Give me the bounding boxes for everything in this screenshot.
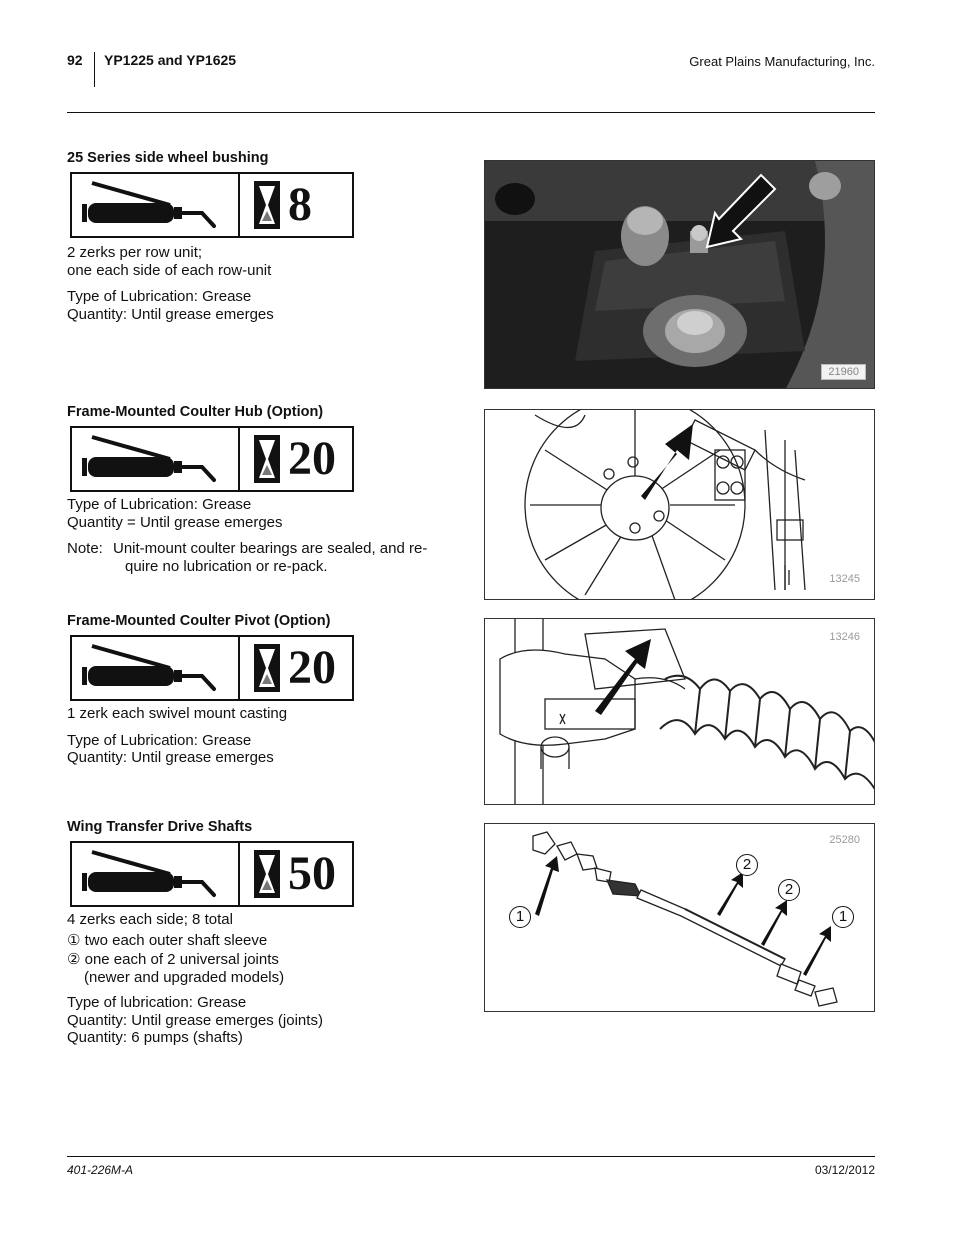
figure-id: 25280 <box>829 834 860 846</box>
section-text-1 <box>67 244 447 323</box>
text-line: Quantity = Until grease emerges <box>67 513 283 531</box>
note <box>67 540 447 575</box>
callout-1: 1 <box>509 906 531 928</box>
illustration-coulter-pivot <box>484 618 875 805</box>
page-number: 92 <box>67 52 83 68</box>
grease-gun-icon <box>72 174 240 236</box>
text-line: 2 zerks per row unit; <box>67 244 203 261</box>
text-line: ① two each outer shaft sleeve <box>67 931 268 949</box>
lube-interval-box <box>70 426 354 492</box>
section-text-3 <box>67 705 447 767</box>
interval-cell <box>240 637 352 699</box>
text-line: Quantity: Until grease emerges <box>67 749 274 766</box>
text-line: Type of lubrication: Grease <box>67 994 247 1011</box>
text-line: 1 zerk each swivel mount casting <box>67 705 288 722</box>
model-title: YP1225 and YP1625 <box>104 52 237 68</box>
interval-value: 20 <box>288 432 336 485</box>
interval-value: 50 <box>288 847 336 900</box>
hourglass-icon <box>254 644 280 692</box>
text-line: one each side of each row-unit <box>67 261 272 279</box>
section-title-coulter-pivot: Frame-Mounted Coulter Pivot (Option) <box>67 613 331 629</box>
photo-side-wheel-bushing <box>484 160 875 389</box>
interval-cell <box>240 843 352 905</box>
illustration-coulter-hub <box>484 409 875 600</box>
text-line: ② one each of 2 universal joints <box>67 951 279 968</box>
interval-cell <box>240 428 352 490</box>
document-date: 03/12/2012 <box>814 1163 875 1177</box>
text-line: Quantity: Until grease emerges (joints) <box>67 1011 323 1029</box>
text-line: 4 zerks each side; 8 total <box>67 911 233 928</box>
grease-gun-icon <box>72 428 240 490</box>
interval-cell <box>240 174 352 236</box>
document-number: 401-226M-A <box>67 1163 134 1177</box>
figure-id: 13245 <box>829 573 860 585</box>
callout-2: 2 <box>778 879 800 901</box>
interval-value: 8 <box>288 178 312 231</box>
callout-1: 1 <box>832 906 854 928</box>
illustration-drive-shafts <box>484 823 875 1012</box>
figure-id: 21960 <box>821 364 866 380</box>
figure-id: 13246 <box>829 631 860 643</box>
note-line: quire no lubrication or re-pack. <box>125 557 328 575</box>
lube-interval-box <box>70 635 354 701</box>
text-line: Type of Lubrication: Grease <box>67 288 252 305</box>
section-text-4 <box>67 911 447 1047</box>
interval-value: 20 <box>288 641 336 694</box>
section-title-wing-transfer: Wing Transfer Drive Shafts <box>67 819 253 835</box>
text-line: Quantity: 6 pumps (shafts) <box>67 1029 243 1046</box>
lube-interval-box <box>70 841 354 907</box>
hourglass-icon <box>254 181 280 229</box>
header-rule <box>67 112 875 113</box>
hourglass-icon <box>254 435 280 483</box>
hourglass-icon <box>254 850 280 898</box>
text-line: Type of Lubrication: Grease <box>67 731 252 749</box>
callout-2: 2 <box>736 854 758 876</box>
note-label: Note: <box>67 540 103 557</box>
footer-rule <box>67 1156 875 1157</box>
grease-gun-icon <box>72 843 240 905</box>
text-line: Type of Lubrication: Grease <box>67 496 252 513</box>
note-line: Unit-mount coulter bearings are sealed, and re- <box>113 540 428 557</box>
grease-gun-icon <box>72 637 240 699</box>
lube-interval-box <box>70 172 354 238</box>
header-divider <box>94 52 95 87</box>
section-text-2 <box>67 496 447 575</box>
section-title-side-wheel-bushing: 25 Series side wheel bushing <box>67 150 269 166</box>
section-title-coulter-hub: Frame-Mounted Coulter Hub (Option) <box>67 404 324 420</box>
text-line: Quantity: Until grease emerges <box>67 305 274 323</box>
text-line: (newer and upgraded models) <box>84 968 285 986</box>
company-name: Great Plains Manufacturing, Inc. <box>689 54 875 69</box>
